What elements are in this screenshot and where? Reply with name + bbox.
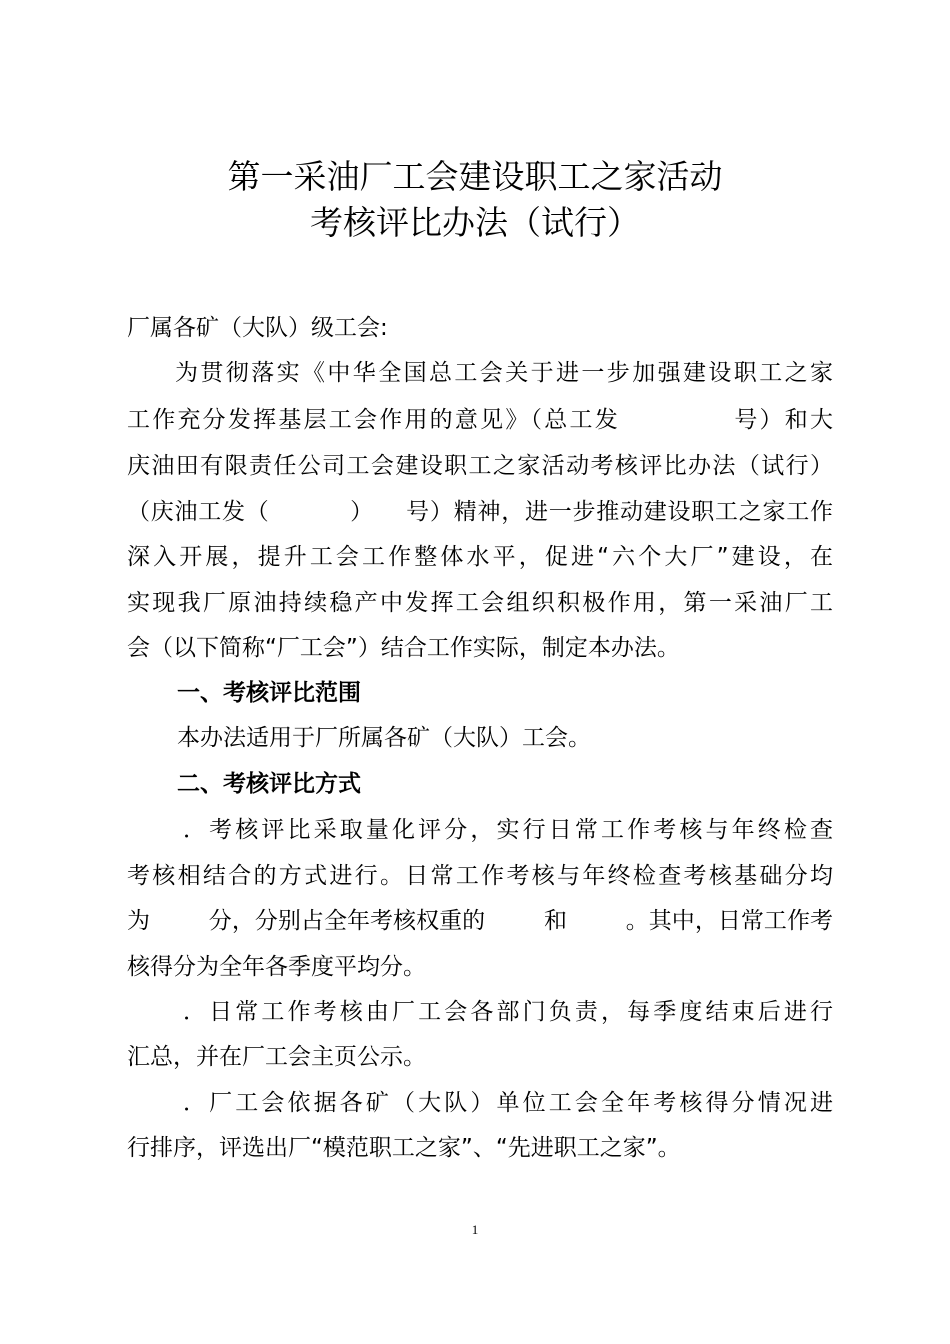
title-line-2: 考核评比办法（试行） bbox=[310, 203, 640, 242]
intro-line: 实现我厂原油持续稳产中发挥工会组织积极作用，第一采油厂工 bbox=[127, 590, 833, 616]
intro-line: 为贯彻落实《中华全国总工会关于进一步加强建设职工之家 bbox=[175, 360, 833, 386]
item-line: ．厂工会依据各矿（大队）单位工会全年考核得分情况进 bbox=[183, 1090, 833, 1116]
section-1-body: 本办法适用于厂所属各矿（大队）工会。 bbox=[177, 725, 591, 751]
page-number: 1 bbox=[471, 1222, 479, 1237]
item-line: 考核相结合的方式进行。日常工作考核与年终检查考核基础分均 bbox=[127, 863, 833, 889]
section-1-heading: 一、考核评比范围 bbox=[177, 680, 361, 706]
item-line: 为 分，分别占全年考核权重的 和 。其中，日常工作考 bbox=[127, 908, 833, 934]
item-line: ．考核评比采取量化评分，实行日常工作考核与年终检查 bbox=[183, 817, 833, 843]
item-line: 核得分为全年各季度平均分。 bbox=[127, 954, 426, 980]
intro-line: 深入开展，提升工会工作整体水平，促进“六个大厂”建设，在 bbox=[127, 544, 833, 570]
addressee: 厂属各矿（大队）级工会: bbox=[127, 315, 388, 341]
item-line: ．日常工作考核由厂工会各部门负责，每季度结束后进行 bbox=[183, 999, 833, 1025]
item-line: 汇总，并在厂工会主页公示。 bbox=[127, 1044, 426, 1070]
intro-line: 工作充分发挥基层工会作用的意见》（总工发 号）和大 bbox=[127, 407, 833, 433]
intro-line: 庆油田有限责任公司工会建设职工之家活动考核评比办法（试行） bbox=[127, 453, 833, 479]
title-line-1: 第一采油厂工会建设职工之家活动 bbox=[227, 157, 723, 196]
intro-line: 会（以下简称“厂工会”）结合工作实际，制定本办法。 bbox=[127, 635, 680, 661]
item-line: 行排序，评选出厂“模范职工之家”、“先进职工之家”。 bbox=[127, 1135, 681, 1161]
intro-line: （庆油工发（ ） 号）精神，进一步推动建设职工之家工作 bbox=[127, 499, 833, 525]
section-2-heading: 二、考核评比方式 bbox=[177, 771, 361, 797]
